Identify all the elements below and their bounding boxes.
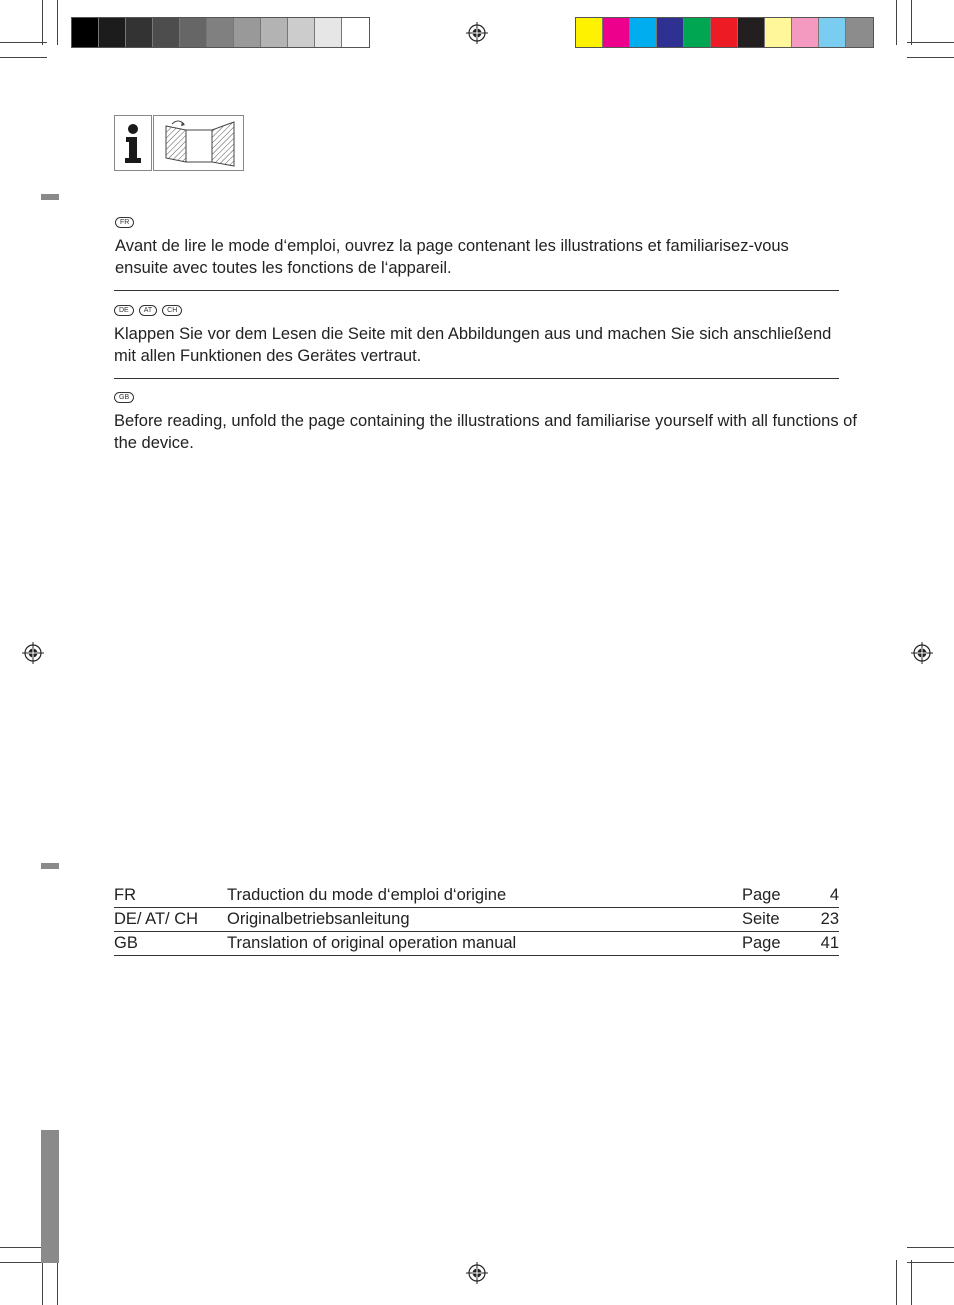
crop-mark — [896, 1260, 897, 1305]
side-strip — [41, 1130, 59, 1263]
toc-row[interactable] — [114, 884, 839, 908]
registration-mark-icon — [911, 642, 933, 664]
grayscale-swatch — [342, 18, 369, 47]
toc-title: Translation of original operation manual — [227, 932, 742, 956]
grayscale-swatch — [207, 18, 234, 47]
toc-page-word: Page — [742, 932, 802, 956]
toc-title: Traduction du mode d‘emploi d‘origine — [227, 884, 742, 908]
crop-mark — [911, 0, 912, 45]
language-badges — [114, 392, 864, 404]
grayscale-swatch — [153, 18, 180, 47]
crop-mark — [0, 57, 47, 58]
language-block-gb — [114, 392, 864, 454]
crop-mark — [907, 1262, 954, 1263]
toc-language-code: DE/ AT/ CH — [114, 908, 227, 932]
divider — [114, 290, 839, 291]
crop-mark — [911, 1260, 912, 1305]
registration-mark-icon — [22, 642, 44, 664]
toc-page-word: Seite — [742, 908, 802, 932]
language-block-fr — [115, 217, 865, 279]
language-text: Klappen Sie vor dem Lesen die Seite mit den Abbildungen aus und machen Sie sich anschließend mit allen Funktionen des Gerätes vertraut. — [114, 325, 832, 365]
process-color-swatch — [684, 18, 711, 47]
process-color-swatch — [576, 18, 603, 47]
crop-mark — [57, 0, 58, 45]
language-badge: AT — [139, 305, 157, 316]
crop-mark — [907, 42, 954, 43]
divider — [114, 378, 839, 379]
toc-row[interactable] — [114, 932, 839, 956]
grayscale-swatch — [72, 18, 99, 47]
language-text: Avant de lire le mode d‘emploi, ouvrez la page contenant les illustrations et familiarisez-vous ensuite avec toutes les fonctions de l‘appareil. — [115, 237, 789, 277]
grayscale-swatch — [126, 18, 153, 47]
language-badges — [115, 217, 865, 229]
language-text: Before reading, unfold the page containing the illustrations and familiarise yourself with all functions of the device. — [114, 412, 857, 452]
language-badge: DE — [114, 305, 134, 316]
crop-mark — [907, 57, 954, 58]
grayscale-swatch — [315, 18, 342, 47]
toc-language-code: FR — [114, 884, 227, 908]
language-badge: GB — [114, 392, 134, 403]
grayscale-swatch — [288, 18, 315, 47]
registration-mark-icon — [466, 22, 488, 44]
crop-mark — [0, 42, 47, 43]
language-block-de-at-ch — [114, 305, 864, 367]
grayscale-swatch — [99, 18, 126, 47]
crop-mark — [907, 1247, 954, 1248]
toc-page-number: 41 — [802, 932, 839, 956]
registration-mark-icon — [466, 1262, 488, 1284]
process-color-swatch — [711, 18, 738, 47]
process-color-swatch — [765, 18, 792, 47]
toc-language-code: GB — [114, 932, 227, 956]
language-badges — [114, 305, 864, 317]
crop-mark — [42, 0, 43, 45]
process-color-swatch — [792, 18, 819, 47]
crop-mark — [0, 1262, 47, 1263]
toc-title: Originalbetriebsanleitung — [227, 908, 742, 932]
crop-mark — [0, 1247, 47, 1248]
table-of-contents — [114, 884, 839, 956]
toc-page-word: Page — [742, 884, 802, 908]
toc-row[interactable] — [114, 908, 839, 932]
language-badge: FR — [115, 217, 134, 228]
grayscale-swatch — [261, 18, 288, 47]
process-color-swatch — [657, 18, 684, 47]
foldout-page-icon — [153, 115, 244, 171]
process-color-swatch — [846, 18, 873, 47]
grayscale-swatch — [234, 18, 261, 47]
process-color-swatch — [738, 18, 765, 47]
grayscale-color-bar — [71, 17, 370, 48]
crop-mark — [42, 1260, 43, 1305]
info-icon — [114, 115, 152, 171]
language-badge: CH — [162, 305, 182, 316]
grayscale-swatch — [180, 18, 207, 47]
side-tab-marker — [41, 863, 59, 869]
process-color-bar — [575, 17, 874, 48]
crop-mark — [896, 0, 897, 45]
side-tab-marker — [41, 194, 59, 200]
toc-page-number: 23 — [802, 908, 839, 932]
process-color-swatch — [603, 18, 630, 47]
crop-mark — [57, 1260, 58, 1305]
process-color-swatch — [819, 18, 846, 47]
toc-page-number: 4 — [802, 884, 839, 908]
process-color-swatch — [630, 18, 657, 47]
